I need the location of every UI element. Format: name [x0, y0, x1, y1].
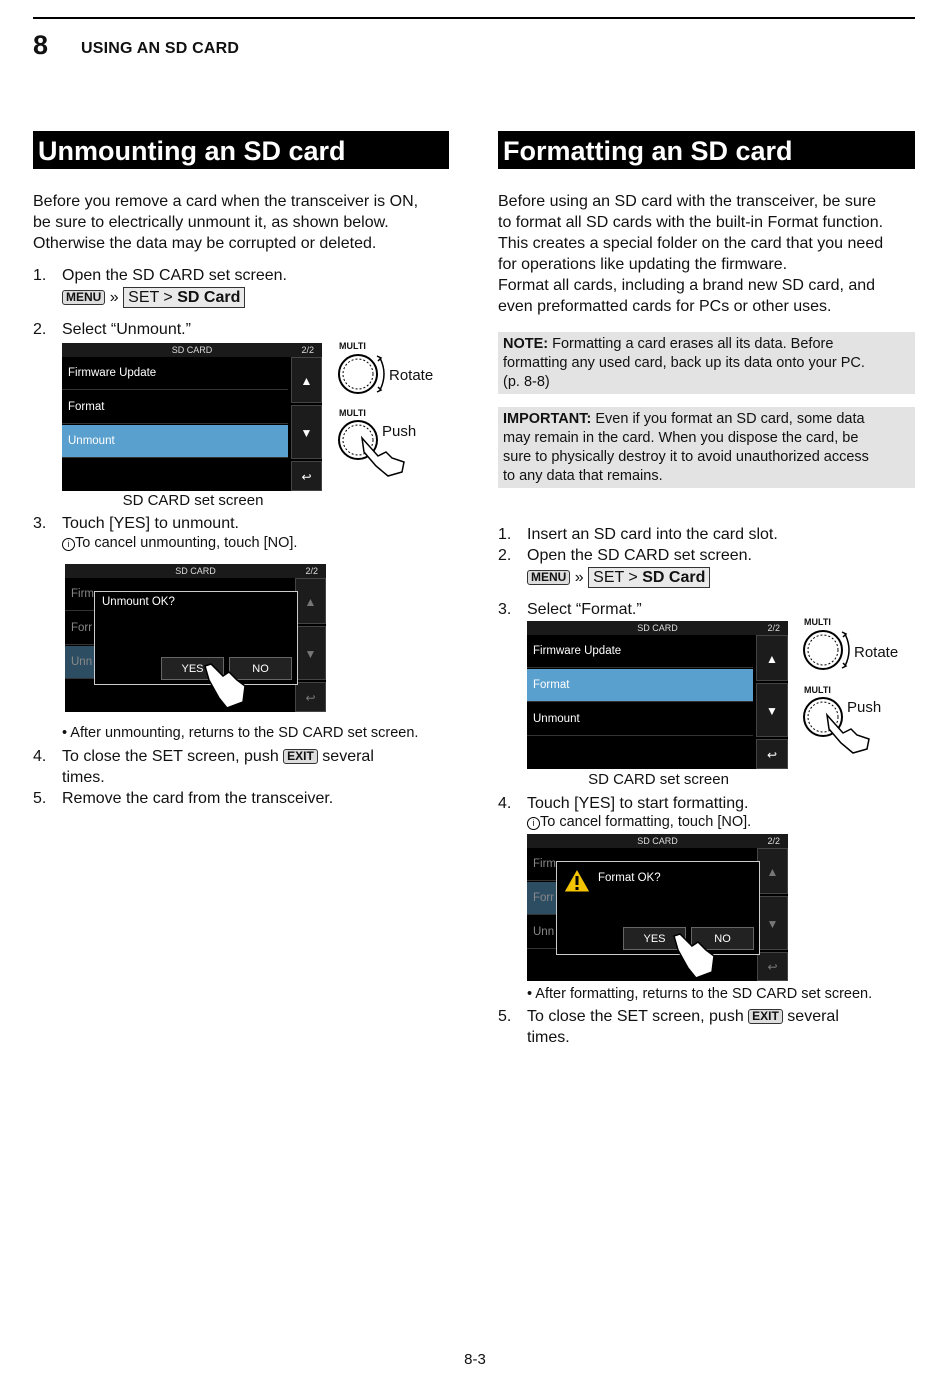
- push-label: Push: [847, 699, 882, 716]
- sd-card-screen-format: [527, 621, 788, 769]
- step-2: [33, 319, 453, 340]
- note-text: To cancel formatting, touch [NO].: [540, 814, 752, 830]
- screen-page: 2/2: [767, 623, 780, 633]
- scroll-up-button: ▲: [295, 578, 326, 624]
- step-number: 1.: [33, 267, 47, 284]
- step-text: [527, 1006, 839, 1048]
- important-line: may remain in the card. When you dispose the card, be: [503, 430, 859, 446]
- push-label: Push: [382, 423, 417, 440]
- menu-item-format[interactable]: Format: [62, 391, 288, 424]
- step-text: Open the SD CARD set screen.: [527, 547, 752, 564]
- important-line: sure to physically destroy it to avoid unauthorized access: [503, 449, 869, 465]
- multi-label: MULTI: [804, 685, 831, 695]
- multi-label: MULTI: [804, 617, 831, 627]
- back-button: ↩: [295, 682, 326, 712]
- step-text: Insert an SD card into the card slot.: [527, 526, 778, 543]
- unmount-confirm-screen: [65, 564, 326, 712]
- screen-caption: SD CARD set screen: [588, 771, 729, 788]
- page-number: 8-3: [464, 1351, 486, 1368]
- menu-item-unmount[interactable]: Unmount: [62, 425, 288, 458]
- step-5: [33, 788, 453, 809]
- menu-item-firmware-update[interactable]: Firmware Update: [62, 357, 288, 390]
- step-number: 3.: [498, 601, 512, 618]
- menu-item-format[interactable]: Format: [527, 669, 753, 702]
- scroll-down-button: ▼: [295, 626, 326, 680]
- step-number: 5.: [33, 790, 47, 807]
- set-target: SD Card: [177, 289, 241, 306]
- note-label: NOTE:: [503, 336, 549, 352]
- step-text: Select “Unmount.”: [62, 321, 191, 338]
- scroll-down-button[interactable]: ▼: [291, 405, 322, 459]
- step-4: [33, 746, 453, 788]
- note-box: [498, 332, 915, 394]
- intro-line: to format all SD cards with the built-in Format function.: [498, 214, 884, 231]
- screen-header: SD CARD: [62, 343, 322, 357]
- intro-line: Format all cards, including a brand new SD card, and: [498, 277, 876, 294]
- step-number: 4.: [33, 748, 47, 765]
- step-text: Touch [YES] to start formatting.: [527, 795, 749, 812]
- step-1: [498, 524, 918, 545]
- set-path-box: [588, 567, 710, 588]
- screen-page: 2/2: [301, 345, 314, 355]
- section-heading-unmount: Unmounting an SD card: [33, 131, 449, 169]
- multi-label: MULTI: [339, 408, 366, 418]
- confirm-dialog: [94, 591, 298, 685]
- step-text: Open the SD CARD set screen.: [62, 267, 287, 284]
- menu-item-bg: Unn: [65, 646, 293, 679]
- step-text: Touch [YES] to unmount.: [62, 515, 239, 532]
- screen-header: SD CARD: [527, 834, 788, 848]
- no-button[interactable]: NO: [691, 927, 754, 950]
- note-text: To cancel unmounting, touch [NO].: [75, 535, 298, 551]
- step-4: [498, 793, 918, 814]
- menu-key[interactable]: MENU: [527, 570, 570, 585]
- step-text-pre: To close the SET screen, push: [62, 748, 279, 765]
- menu-item-bg: Forr: [527, 882, 755, 915]
- step-text-pre: To close the SET screen, push: [527, 1008, 744, 1025]
- multi-label: MULTI: [339, 341, 366, 351]
- step-text-line2: times.: [527, 1029, 570, 1046]
- menu-item-bg: Unn: [527, 916, 755, 949]
- intro-line: Before using an SD card with the transceiver, be sure: [498, 193, 876, 210]
- step-number: 2.: [33, 321, 47, 338]
- path-separator: »: [109, 289, 119, 306]
- step-text-line2: times.: [62, 769, 105, 786]
- exit-key[interactable]: EXIT: [748, 1009, 783, 1024]
- menu-key[interactable]: MENU: [62, 290, 105, 305]
- important-line: Even if you format an SD card, some data: [591, 411, 865, 427]
- yes-button[interactable]: YES: [161, 657, 224, 680]
- after-format-note: • After formatting, returns to the SD CARD set screen.: [527, 986, 873, 1002]
- path-separator: »: [574, 569, 584, 586]
- multi-dial-rotate-icon: [799, 626, 859, 676]
- finger-tap-icon: [201, 662, 251, 712]
- step-3-note: [62, 534, 297, 553]
- step-text: [62, 746, 374, 788]
- screen-page: 2/2: [767, 836, 780, 846]
- set-prefix: SET >: [128, 289, 178, 306]
- step-text-post: several: [787, 1008, 839, 1025]
- step-1: [33, 265, 453, 286]
- screen-caption: SD CARD set screen: [122, 492, 264, 509]
- menu-item-bg: Firm: [527, 848, 755, 881]
- back-button[interactable]: ↩: [291, 461, 322, 491]
- yes-button[interactable]: YES: [623, 927, 686, 950]
- scroll-down-button[interactable]: ▼: [756, 683, 788, 737]
- multi-dial-rotate-icon: [334, 350, 394, 400]
- intro-line: for operations like updating the firmware.: [498, 256, 788, 273]
- menu-item-unmount[interactable]: Unmount: [527, 703, 753, 736]
- step-number: 2.: [498, 547, 512, 564]
- set-target: SD Card: [642, 569, 706, 586]
- step-number: 5.: [498, 1008, 512, 1025]
- step-number: 1.: [498, 526, 512, 543]
- menu-item-bg: Firm: [65, 578, 293, 611]
- step-number: 3.: [33, 515, 47, 532]
- intro-line: Otherwise the data may be corrupted or deleted.: [33, 235, 377, 252]
- back-button: ↩: [757, 952, 788, 981]
- chapter-title: USING AN SD CARD: [81, 40, 240, 57]
- set-path-box: [123, 287, 245, 308]
- finger-tap-icon: [670, 932, 720, 981]
- info-icon: i: [527, 817, 540, 830]
- step-2: [498, 545, 918, 566]
- intro-line: This creates a special folder on the card that you need: [498, 235, 884, 252]
- intro-line: even preformatted cards for PCs or other uses.: [498, 298, 832, 315]
- confirm-dialog: [556, 861, 760, 955]
- menu-path: [527, 567, 710, 588]
- step-text: Remove the card from the transceiver.: [62, 790, 334, 807]
- menu-item-bg: Forr: [65, 612, 293, 645]
- note-line: Formatting a card erases all its data. Before: [548, 336, 834, 352]
- scroll-up-button: ▲: [757, 848, 788, 894]
- unmount-intro: [33, 191, 453, 254]
- scroll-up-button[interactable]: ▲: [756, 635, 788, 681]
- menu-item-firmware-update[interactable]: Firmware Update: [527, 635, 753, 668]
- dialog-message: Unmount OK?: [102, 596, 175, 608]
- step-5: [498, 1006, 918, 1048]
- screen-header: SD CARD: [527, 621, 788, 635]
- set-prefix: SET >: [593, 569, 643, 586]
- after-unmount-note: • After unmounting, returns to the SD CARD set screen.: [62, 725, 419, 741]
- dialog-message: Format OK?: [598, 872, 661, 884]
- note-line: (p. 8-8): [503, 374, 550, 390]
- step-3: [498, 599, 918, 620]
- section-heading-format: Formatting an SD card: [498, 131, 915, 169]
- screen-header: SD CARD: [65, 564, 326, 578]
- info-icon: i: [62, 538, 75, 551]
- format-intro: [498, 191, 918, 317]
- back-button[interactable]: ↩: [756, 739, 788, 769]
- step-4-note: [527, 813, 751, 832]
- sd-card-screen-unmount: [62, 343, 322, 491]
- step-text: Select “Format.”: [527, 601, 642, 618]
- rotate-label: Rotate: [854, 644, 899, 661]
- no-button[interactable]: NO: [229, 657, 292, 680]
- format-confirm-screen: [527, 834, 788, 981]
- important-label: IMPORTANT:: [503, 411, 592, 427]
- warning-icon: [563, 868, 591, 893]
- step-number: 4.: [498, 795, 512, 812]
- step-3: [33, 513, 453, 534]
- intro-line: Before you remove a card when the transceiver is ON,: [33, 193, 419, 210]
- menu-path: [62, 287, 245, 308]
- chapter-number: 8: [33, 30, 49, 60]
- scroll-down-button: ▼: [757, 896, 788, 950]
- exit-key[interactable]: EXIT: [283, 749, 318, 764]
- important-line: to any data that remains.: [503, 468, 663, 484]
- step-text-post: several: [322, 748, 374, 765]
- important-box: [498, 407, 915, 488]
- intro-line: be sure to electrically unmount it, as shown below.: [33, 214, 389, 231]
- scroll-up-button[interactable]: ▲: [291, 357, 322, 403]
- screen-page: 2/2: [305, 566, 318, 576]
- top-rule: [33, 17, 915, 19]
- note-line: formatting any used card, back up its data onto your PC.: [503, 355, 865, 371]
- rotate-label: Rotate: [389, 367, 434, 384]
